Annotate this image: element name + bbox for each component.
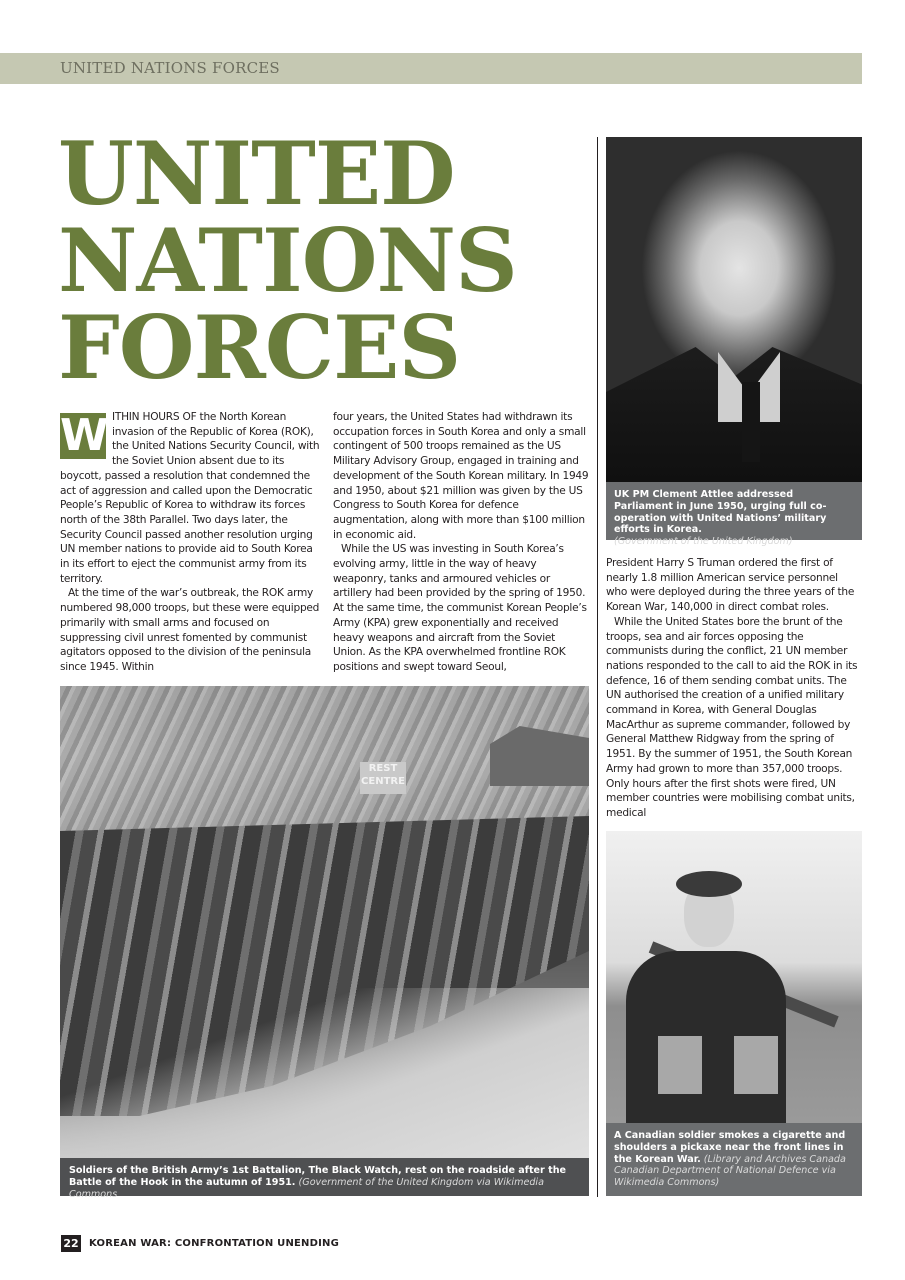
photo-canadian-soldier: [606, 831, 862, 1123]
title-line-2: NATIONS: [58, 209, 517, 312]
page-footer: [61, 1235, 339, 1252]
section-header-bar: [0, 53, 862, 84]
photo-detail-rest-centre-sign: REST CENTRE: [360, 762, 406, 794]
caption-text: A Canadian soldier smokes a cigarette and shoulders a pickaxe near the front lines in the Korean War.: [614, 1130, 846, 1165]
column-divider: [597, 137, 598, 1197]
article-column-3: [606, 556, 862, 821]
paragraph: President Harry S Truman ordered the first of nearly 1.8 million American service personnel who were deployed during the three years of the Korean War, 140,000 in direct combat roles.: [606, 557, 855, 614]
article-column-1: [60, 410, 324, 675]
page-number: 22: [61, 1235, 81, 1252]
paragraph: four years, the United States had withdrawn its occupation forces in South Korea and only a small contingent of 500 troops remained as the US Military Advisory Group, engaged in training and development of the South Korean military. In 1949 and 1950, about $21 million was given by the US Congress to South Korea for defence augmentation, along with more than $100 million in economic aid.: [333, 411, 589, 541]
title-line-1: UNITED: [58, 122, 455, 225]
photo-clement-attlee: [606, 137, 862, 482]
paragraph: ITHIN HOURS OF the North Korean invasion of the Republic of Korea (ROK), the United Nations Security Council, with the Soviet Union absent due to its boycott, passed a resolution that condemned the act of aggression and called upon the Democratic People’s Republic of Korea to withdraw its forces north of the 38th Parallel. Two days later, the Security Council passed another resolution urging UN member nations to provide aid to South Korea in its effort to eject the communist army from its territory.: [60, 411, 320, 585]
title-line-3: FORCES: [58, 296, 461, 399]
caption-attlee: [606, 482, 862, 548]
publication-title: KOREAN WAR: CONFRONTATION UNENDING: [89, 1238, 340, 1249]
caption-text: UK PM Clement Attlee addressed Parliament in June 1950, urging full co-operation with United Nations’ military efforts in Korea.: [614, 489, 827, 536]
caption-canadian: [606, 1123, 862, 1196]
photo-detail-ammo-pouch: [734, 1036, 778, 1094]
caption-soldiers: [60, 1158, 589, 1200]
photo-detail-road: [60, 988, 589, 1158]
caption-text: Soldiers of the British Army’s 1st Battalion, The Black Watch, rest on the roadside after the Battle of the Hook in the autumn of 1951.: [69, 1165, 567, 1188]
section-header-label: UNITED NATIONS FORCES: [60, 59, 280, 77]
photo-detail-beret: [676, 871, 742, 897]
caption-credit: (Library and Archives Canada Canadian Department of National Defence via Wikimedia Commons): [614, 1153, 846, 1189]
article-column-2: [333, 410, 589, 675]
paragraph: While the US was investing in South Korea’s evolving army, little in the way of heavy weaponry, tanks and armoured vehicles or artillery had been provided by the spring of 1950. At the same time, the communist Korean People’s Army (KPA) grew exponentially and received heavy weapons and aircraft from the Soviet Union. As the KPA overwhelmed frontline ROK positions and swept toward Seoul,: [333, 543, 587, 673]
paragraph: At the time of the war’s outbreak, the ROK army numbered 98,000 troops, but these were equipped primarily with small arms and focused on suppressing civil unrest fomented by communist agitators opposed to the division of the peninsula since 1945. Within: [60, 587, 320, 673]
photo-detail-tie: [742, 382, 760, 462]
photo-black-watch-soldiers: [60, 686, 589, 1158]
caption-credit: (Government of the United Kingdom): [614, 536, 793, 548]
photo-detail-ammo-pouch: [658, 1036, 702, 1094]
caption-credit: (Government of the United Kingdom via Wikimedia Commons: [69, 1176, 544, 1200]
article-title: [58, 122, 598, 399]
drop-cap: W: [60, 410, 109, 461]
paragraph: While the United States bore the brunt of the troops, sea and air forces opposing the communists during the conflict, 21 UN member nations responded to the call to aid the ROK in its defence, 16 of them sending combat units. The UN authorised the creation of a unified military command in Korea, with General Douglas MacArthur as supreme commander, followed by General Matthew Ridgway from the spring of 1951. By the summer of 1951, the South Korean Army had grown to more than 357,000 troops. Only hours after the first shots were fired, UN member countries were mobilising combat units, medical: [606, 615, 858, 819]
